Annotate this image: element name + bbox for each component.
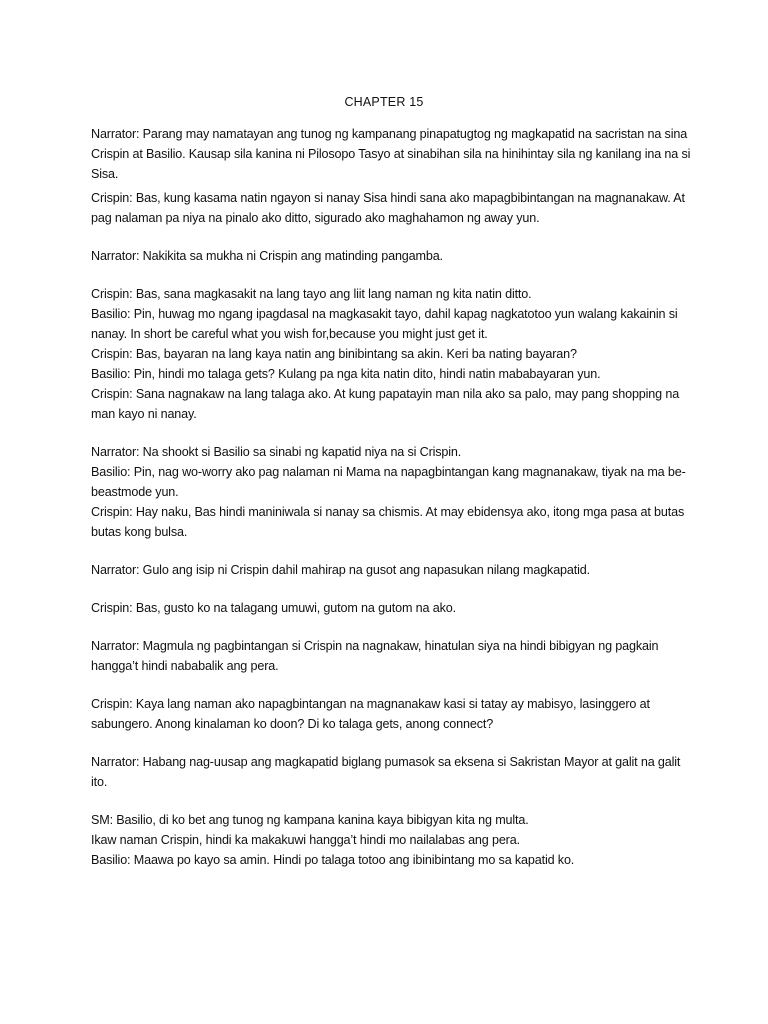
paragraph-narrator-line: Narrator: Habang nag-uusap ang magkapatid biglang pumasok sa eksena si Sakristan Mayor at galit na galit ito.: [91, 755, 681, 789]
paragraph-basilio-line: Basilio: Pin, nag wo-worry ako pag nalaman ni Mama na napagbintangan kang magnanakaw, tiyak na ma be-beastmode yun.: [91, 465, 686, 499]
paragraph-crispin-line: Crispin: Bas, bayaran na lang kaya natin ang binibintang sa akin. Keri ba nating bayaran?: [91, 347, 577, 361]
paragraph-crispin-line: Crispin: Kaya lang naman ako napagbintangan na magnanakaw kasi si tatay ay mabisyo, lasinggero at sabungero. Anong kinalaman ko doon? Di ko talaga gets, anong connect?: [91, 697, 650, 731]
paragraph-crispin-line: Crispin: Bas, gusto ko na talagang umuwi, gutom na gutom na ako.: [91, 601, 456, 615]
paragraph-narrator-line: Narrator: Na shookt si Basilio sa sinabi ng kapatid niya na si Crispin.: [91, 445, 462, 459]
paragraph-narrator-line: Narrator: Nakikita sa mukha ni Crispin ang matinding pangamba.: [91, 249, 443, 263]
chapter-title: CHAPTER 15: [344, 95, 424, 109]
paragraph-crispin-line: Crispin: Bas, kung kasama natin ngayon si nanay Sisa hindi sana ako mapagbibintangan na magnanakaw. At pag nalaman pa niya na pinalo ako ditto, sigurado ako maghahamon ng away yun.: [91, 191, 685, 225]
paragraph-narrator-intro: Narrator: Parang may namatayan ang tunog ng kampanang pinapatugtog ng magkapatid na sacristan na sina Crispin at Basilio. Kausap sila kanina ni Pilosopo Tasyo at sinabihan sila na hinihintay sila ng kanilang ina na si Sisa.: [91, 127, 691, 181]
paragraph-crispin-line: Crispin: Bas, sana magkasakit na lang tayo ang liit lang naman ng kita natin ditto.: [91, 287, 532, 301]
paragraph-basilio-line: Basilio: Maawa po kayo sa amin. Hindi po talaga totoo ang ibinibintang mo sa kapatid ko.: [91, 853, 575, 867]
paragraph-narrator-line: Narrator: Gulo ang isip ni Crispin dahil mahirap na gusot ang napasukan nilang magkapatid.: [91, 563, 590, 577]
paragraph-narrator-line: Narrator: Magmula ng pagbintangan si Crispin na nagnakaw, hinatulan siya na hindi bibigyan ng pagkain hangga’t hindi nababalik ang pera.: [91, 639, 659, 673]
paragraph-basilio-line: Basilio: Pin, hindi mo talaga gets? Kulang pa nga kita natin dito, hindi natin mababayaran yun.: [91, 367, 601, 381]
document-body: [91, 124, 691, 870]
paragraph-crispin-line: Crispin: Hay naku, Bas hindi maniniwala si nanay sa chismis. At may ebidensya ako, itong mga pasa at butas butas kong bulsa.: [91, 505, 685, 539]
paragraph-crispin-line: Crispin: Sana nagnakaw na lang talaga ako. At kung papatayin man nila ako sa palo, may pang shopping na man kayo ni nanay.: [91, 387, 680, 421]
paragraph-basilio-line: Basilio: Pin, huwag mo ngang ipagdasal na magkasakit tayo, dahil kapag nagkatotoo yun walang kakainin si nanay. In short be careful what you wish for,because you might just get it.: [91, 307, 678, 341]
paragraph-sm-line: SM: Basilio, di ko bet ang tunog ng kampana kanina kaya bibigyan kita ng multa.: [91, 813, 529, 827]
paragraph-sm-line-continued: Ikaw naman Crispin, hindi ka makakuwi hangga’t hindi mo nailalabas ang pera.: [91, 833, 520, 847]
